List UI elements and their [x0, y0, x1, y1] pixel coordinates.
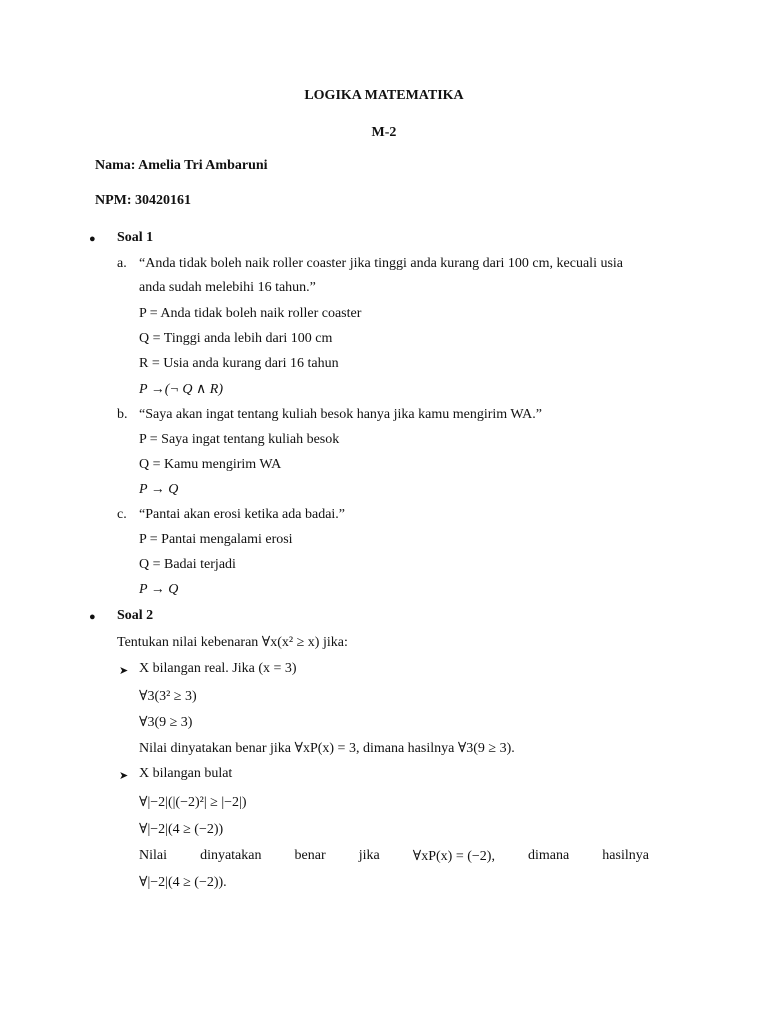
soal1-a-sentence-1: “Anda tidak boleh naik roller coaster jika tinggi anda kurang dari 100 cm, kecuali usia [139, 256, 624, 271]
soal1-a-def-q: Q = Tinggi anda lebih dari 100 cm [139, 331, 333, 346]
doc-subtitle: M-2 [371, 125, 397, 140]
doc-title: LOGIKA MATEMATIKA [304, 88, 464, 103]
soal1-b-marker: b. [117, 407, 128, 422]
soal1-heading: Soal 1 [117, 230, 154, 245]
soal2-case-int-label: X bilangan bulat [139, 766, 233, 781]
conclusion-word: benar [294, 848, 326, 863]
bullet-dot-icon: ● [89, 233, 96, 245]
conclusion-word: dinyatakan [200, 848, 262, 863]
student-npm: NPM: 30420161 [95, 193, 192, 208]
soal2-int-conclusion-end: ∀|−2|(4 ≥ (−2)). [139, 875, 227, 890]
soal1-a-formula: P →(¬ Q ∧ R) [139, 382, 223, 397]
soal2-int-conclusion [139, 848, 649, 865]
conclusion-word: Nilai [139, 848, 167, 863]
soal1-b-def-p: P = Saya ingat tentang kuliah besok [139, 432, 340, 447]
soal1-a-def-r: R = Usia anda kurang dari 16 tahun [139, 356, 339, 371]
soal1-c-def-q: Q = Badai terjadi [139, 557, 236, 572]
student-name: Nama: Amelia Tri Ambaruni [95, 158, 268, 173]
soal2-case-real-label: X bilangan real. Jika (x = 3) [139, 661, 297, 676]
soal2-real-conclusion: Nilai dinyatakan benar jika ∀xP(x) = 3, dimana hasilnya ∀3(9 ≥ 3). [139, 741, 515, 756]
conclusion-word: ∀xP(x) = (−2), [412, 849, 495, 864]
soal2-heading: Soal 2 [117, 608, 154, 623]
soal2-intro: Tentukan nilai kebenaran ∀x(x² ≥ x) jika: [117, 635, 348, 650]
arrow-bullet-icon: ➤ [119, 665, 129, 677]
soal2-int-line-2: ∀|−2|(4 ≥ (−2)) [139, 822, 224, 837]
soal2-int-line-1: ∀|−2|(|(−2)²| ≥ |−2|) [139, 795, 247, 810]
conclusion-word: jika [358, 848, 380, 863]
conclusion-word: dimana [528, 848, 570, 863]
soal1-a-sentence-2: anda sudah melebihi 16 tahun.” [139, 280, 316, 295]
soal1-b-sentence: “Saya akan ingat tentang kuliah besok hanya jika kamu mengirim WA.” [139, 407, 542, 422]
soal1-b-formula: P → Q [139, 482, 179, 497]
soal2-real-line-1: ∀3(3² ≥ 3) [139, 689, 197, 704]
soal1-b-def-q: Q = Kamu mengirim WA [139, 457, 282, 472]
conclusion-word: hasilnya [602, 848, 649, 863]
soal1-c-sentence: “Pantai akan erosi ketika ada badai.” [139, 507, 346, 522]
arrow-bullet-icon: ➤ [119, 770, 129, 782]
soal2-real-line-2: ∀3(9 ≥ 3) [139, 715, 193, 730]
soal1-c-marker: c. [117, 507, 127, 522]
soal1-a-marker: a. [117, 256, 127, 271]
soal1-c-def-p: P = Pantai mengalami erosi [139, 532, 293, 547]
soal1-a-def-p: P = Anda tidak boleh naik roller coaster [139, 306, 362, 321]
soal1-c-formula: P → Q [139, 582, 179, 597]
bullet-dot-icon: ● [89, 611, 96, 623]
